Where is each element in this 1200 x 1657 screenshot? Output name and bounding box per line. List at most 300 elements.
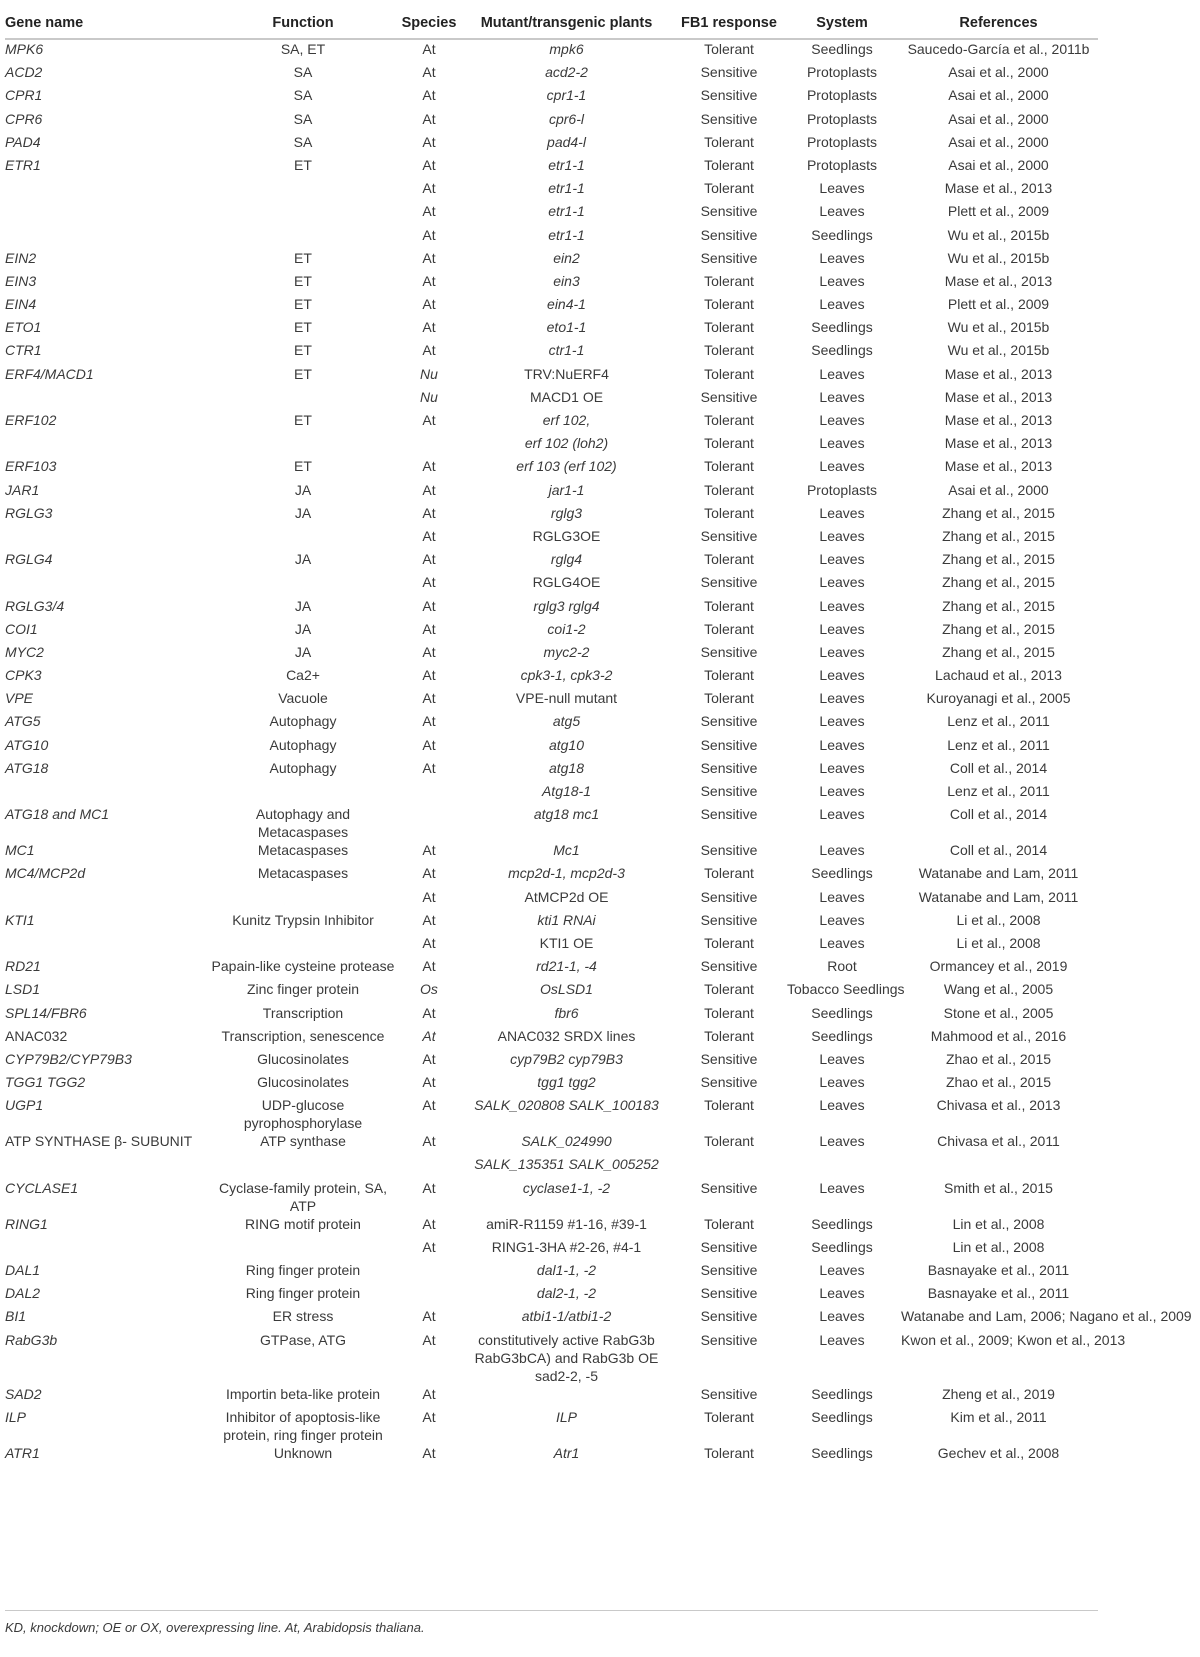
cell-reference: Zhang et al., 2015	[942, 597, 1055, 614]
cell-fb1-response: Tolerant	[704, 296, 754, 313]
cell-system: Leaves	[819, 527, 865, 544]
cell-mutant: dal2-1, -2	[536, 1285, 597, 1302]
cell-function	[208, 888, 398, 911]
cell-species	[398, 1155, 460, 1178]
cell-species: At	[422, 1215, 436, 1232]
cell-function: Transcription, senescence	[221, 1027, 385, 1044]
table-row	[5, 643, 1098, 666]
cell-fb1-response: Sensitive	[700, 226, 758, 243]
table-row	[5, 63, 1098, 86]
cell-mutant: OsLSD1	[540, 981, 593, 998]
cell-system: Protoplasts	[806, 110, 878, 127]
cell-species	[398, 805, 460, 841]
cell-function	[208, 179, 398, 202]
cell-mutant: rd21-1, -4	[536, 958, 597, 975]
cell-species: At	[422, 481, 436, 498]
cell-reference: Zhang et al., 2015	[942, 574, 1055, 591]
cell-species: At	[422, 249, 436, 266]
cell-function: Kunitz Trypsin Inhibitor	[232, 911, 374, 928]
cell-fb1-response: Sensitive	[700, 87, 758, 104]
cell-system: Leaves	[819, 203, 865, 220]
cell-fb1-response: Sensitive	[700, 1331, 758, 1348]
header-species: Species	[398, 8, 460, 39]
cell-mutant: Atg18-1	[541, 783, 592, 799]
cell-mutant: dal1-1, -2	[536, 1262, 597, 1278]
cell-function: Autophagy	[269, 713, 337, 730]
cell-function: Autophagy	[269, 759, 337, 776]
cell-mutant: RGLG3OE	[532, 527, 601, 544]
cell-reference: Lin et al., 2008	[952, 1215, 1045, 1232]
cell-mutant: etr1-1	[548, 226, 585, 243]
header-gene-name: Gene name	[5, 8, 208, 39]
cell-function: ET	[294, 319, 312, 336]
table-row	[5, 318, 1098, 341]
table-row	[5, 1179, 1098, 1215]
cell-reference: Mase et al., 2013	[944, 435, 1053, 452]
cell-gene: CPK3	[5, 667, 42, 684]
cell-species: At	[422, 667, 436, 684]
cell-gene: MPK6	[5, 41, 44, 57]
cell-species: At	[422, 226, 436, 243]
cell-fb1-response: Sensitive	[700, 110, 758, 127]
cell-gene: ATP SYNTHASE β- SUBUNIT	[5, 1133, 193, 1150]
cell-reference: Asai et al., 2000	[948, 64, 1049, 81]
table-row	[5, 1132, 1098, 1155]
cell-reference: Asai et al., 2000	[948, 133, 1049, 150]
cell-mutant: cpr6-l	[548, 110, 584, 127]
table-row	[5, 934, 1098, 957]
cell-species	[398, 782, 460, 805]
cell-system: Leaves	[819, 643, 865, 660]
cell-function: ATP synthase	[260, 1133, 346, 1150]
cell-gene: ERF103	[5, 458, 57, 475]
cell-fb1-response	[673, 1155, 785, 1178]
table-row	[5, 911, 1098, 934]
cell-species: At	[422, 1385, 436, 1402]
cell-mutant: ein3	[553, 272, 580, 289]
cell-system: Seedlings	[811, 342, 873, 359]
cell-fb1-response: Sensitive	[700, 203, 758, 220]
table-row	[5, 782, 1098, 805]
cell-fb1-response: Tolerant	[704, 435, 754, 452]
cell-gene: MC4/MCP2d	[5, 865, 86, 882]
cell-system: Leaves	[819, 365, 865, 382]
table-row	[5, 597, 1098, 620]
cell-fb1-response: Sensitive	[700, 388, 758, 405]
cell-system: Seedlings	[811, 1027, 873, 1044]
cell-mutant: fbr6	[554, 1004, 579, 1021]
cell-species: At	[422, 643, 436, 660]
cell-species: At	[422, 110, 436, 127]
cell-gene	[5, 179, 208, 202]
cell-fb1-response: Tolerant	[704, 1097, 754, 1114]
cell-mutant: constitutively active RabG3b RabG3bCA) and RabG3b OE sad2-2, -5	[474, 1331, 659, 1384]
cell-gene: EIN3	[5, 272, 37, 289]
table-row	[5, 1331, 1098, 1385]
cell-mutant: TRV:NuERF4	[524, 365, 609, 382]
header-system: System	[785, 8, 899, 39]
cell-species: Os	[420, 981, 438, 998]
cell-system: Leaves	[819, 388, 865, 405]
cell-mutant: acd2-2	[545, 64, 588, 81]
cell-function	[208, 782, 398, 805]
cell-mutant: etr1-1	[548, 203, 585, 220]
cell-gene	[5, 226, 208, 249]
cell-fb1-response: Tolerant	[704, 981, 754, 998]
cell-system: Leaves	[819, 551, 865, 568]
table-row	[5, 736, 1098, 759]
cell-reference: Wu et al., 2015b	[947, 226, 1050, 243]
cell-species: At	[422, 203, 436, 220]
cell-reference: Chivasa et al., 2011	[937, 1133, 1060, 1150]
table-row	[5, 272, 1098, 295]
cell-function: SA	[293, 87, 313, 104]
cell-reference	[899, 1155, 1098, 1178]
cell-fb1-response: Tolerant	[704, 342, 754, 359]
cell-reference: Coll et al., 2014	[949, 759, 1048, 776]
cell-function: GTPase, ATG	[259, 1331, 347, 1348]
cell-system: Protoplasts	[806, 481, 878, 498]
cell-system: Leaves	[819, 690, 865, 707]
cell-system: Seedlings	[811, 1385, 873, 1402]
cell-fb1-response: Tolerant	[704, 1027, 754, 1044]
cell-mutant: VPE-null mutant	[515, 690, 618, 707]
cell-gene: COI1	[5, 620, 38, 637]
cell-function: SA	[293, 64, 313, 81]
cell-reference: Lenz et al., 2011	[947, 783, 1050, 799]
cell-fb1-response: Tolerant	[704, 597, 754, 614]
cell-gene: RD21	[5, 958, 41, 975]
table-row	[5, 1050, 1098, 1073]
cell-mutant: etr1-1	[548, 180, 585, 197]
cell-reference: Saucedo-García et al., 2011b	[907, 41, 1090, 57]
cell-function: JA	[294, 551, 312, 568]
cell-fb1-response: Tolerant	[704, 365, 754, 382]
cell-mutant: myc2-2	[543, 643, 590, 660]
cell-gene: RGLG3	[5, 504, 53, 521]
table-row	[5, 133, 1098, 156]
cell-system: Leaves	[819, 1308, 865, 1325]
table-row	[5, 980, 1098, 1003]
cell-species: At	[422, 412, 436, 428]
cell-reference: Chivasa et al., 2013	[936, 1097, 1061, 1114]
cell-reference: Mase et al., 2013	[944, 412, 1053, 428]
cell-mutant: rglg3 rglg4	[533, 597, 600, 614]
cell-system: Leaves	[819, 1050, 865, 1067]
cell-function: ET	[294, 342, 312, 359]
table-row	[5, 1261, 1098, 1284]
cell-system: Leaves	[819, 1074, 865, 1091]
gene-table	[5, 8, 1192, 1467]
cell-gene: ILP	[5, 1408, 27, 1425]
cell-gene	[5, 888, 208, 911]
cell-reference: Watanabe and Lam, 2011	[918, 888, 1079, 905]
cell-function: ET	[294, 296, 312, 313]
cell-system: Protoplasts	[806, 156, 878, 173]
cell-reference: Zhang et al., 2015	[942, 551, 1055, 568]
cell-mutant: Atr1	[553, 1444, 580, 1461]
cell-mutant: ILP	[555, 1408, 577, 1425]
cell-function: Ring finger protein	[245, 1285, 361, 1302]
cell-mutant: RING1-3HA #2-26, #4-1	[491, 1238, 642, 1255]
cell-reference: Plett et al., 2009	[947, 203, 1050, 220]
cell-reference: Lin et al., 2008	[952, 1238, 1045, 1255]
cell-fb1-response: Tolerant	[704, 1408, 754, 1425]
cell-system: Leaves	[819, 180, 865, 197]
cell-gene: RGLG3/4	[5, 597, 65, 614]
cell-reference: Li et al., 2008	[956, 911, 1041, 928]
cell-mutant: atg5	[552, 713, 581, 730]
cell-function: Metacaspases	[257, 865, 349, 882]
cell-system: Root	[827, 958, 857, 975]
cell-fb1-response: Tolerant	[704, 690, 754, 707]
table-row	[5, 39, 1098, 63]
table-row	[5, 689, 1098, 712]
cell-mutant: ctr1-1	[548, 342, 585, 359]
table-row	[5, 179, 1098, 202]
header-references: References	[899, 8, 1098, 39]
cell-system: Leaves	[819, 806, 865, 823]
cell-reference: Mase et al., 2013	[944, 365, 1053, 382]
cell-system: Leaves	[819, 1097, 865, 1114]
table-row	[5, 1096, 1098, 1132]
cell-reference: Asai et al., 2000	[948, 110, 1049, 127]
cell-mutant: coi1-2	[547, 620, 586, 637]
cell-function: Vacuole	[278, 690, 328, 707]
table-row	[5, 249, 1098, 272]
cell-mutant: cpr1-1	[546, 87, 587, 104]
cell-system: Protoplasts	[806, 133, 878, 150]
cell-fb1-response: Tolerant	[704, 504, 754, 521]
cell-fb1-response: Tolerant	[704, 272, 754, 289]
cell-system: Leaves	[819, 597, 865, 614]
cell-fb1-response: Sensitive	[700, 1179, 758, 1196]
cell-system: Leaves	[819, 1133, 865, 1150]
table-row	[5, 481, 1098, 504]
cell-mutant: amiR-R1159 #1-16, #39-1	[486, 1215, 647, 1232]
table-row	[5, 957, 1098, 980]
cell-reference: Coll et al., 2014	[949, 806, 1048, 823]
cell-species: At	[422, 41, 436, 57]
cell-mutant: atg18 mc1	[533, 806, 600, 823]
table-footnote: KD, knockdown; OE or OX, overexpressing line. At, Arabidopsis thaliana.	[5, 1620, 425, 1635]
cell-fb1-response: Tolerant	[704, 319, 754, 336]
cell-species: At	[422, 1179, 436, 1196]
cell-gene: TGG1 TGG2	[5, 1074, 86, 1091]
cell-gene: ATG18 and MC1	[5, 806, 110, 823]
table-row	[5, 1385, 1098, 1408]
cell-species: At	[422, 911, 436, 928]
cell-reference: Zhang et al., 2015	[942, 504, 1055, 521]
cell-function: SA	[293, 133, 313, 150]
cell-gene: JAR1	[5, 481, 40, 498]
cell-system: Seedlings	[811, 41, 873, 57]
cell-fb1-response: Sensitive	[700, 1285, 758, 1302]
cell-system: Leaves	[819, 783, 865, 799]
cell-fb1-response: Sensitive	[700, 643, 758, 660]
cell-reference: Gechev et al., 2008	[937, 1444, 1060, 1461]
cell-function: ET	[294, 156, 312, 173]
cell-fb1-response: Tolerant	[704, 458, 754, 475]
cell-species: At	[422, 1444, 436, 1461]
cell-function: ET	[294, 272, 312, 289]
cell-mutant: eto1-1	[546, 319, 587, 336]
table-row	[5, 1408, 1098, 1444]
cell-mutant: Mc1	[553, 842, 580, 859]
cell-system: Seedlings	[811, 1004, 873, 1021]
cell-species: At	[422, 690, 436, 707]
header-fb1-response: FB1 response	[673, 8, 785, 39]
cell-gene	[5, 434, 208, 457]
cell-mutant: cyclase1-1, -2	[522, 1179, 611, 1196]
cell-reference: Zhang et al., 2015	[942, 527, 1055, 544]
cell-function: ET	[294, 249, 312, 266]
cell-reference: Li et al., 2008	[956, 934, 1041, 951]
cell-mutant: cyp79B2 cyp79B3	[510, 1050, 623, 1067]
table-row	[5, 434, 1098, 457]
cell-species: Nu	[420, 388, 438, 405]
cell-gene: SPL14/FBR6	[5, 1004, 87, 1021]
cell-function: Transcription	[262, 1004, 344, 1021]
cell-fb1-response: Tolerant	[704, 133, 754, 150]
cell-gene: ATG10	[5, 736, 49, 753]
cell-species: At	[422, 551, 436, 568]
cell-fb1-response: Tolerant	[704, 41, 754, 57]
table-row	[5, 527, 1098, 550]
cell-gene: CPR1	[5, 87, 43, 104]
cell-species: At	[422, 1074, 436, 1091]
cell-fb1-response: Sensitive	[700, 1050, 758, 1067]
cell-gene	[5, 202, 208, 225]
cell-fb1-response: Sensitive	[700, 759, 758, 776]
cell-system: Leaves	[819, 713, 865, 730]
cell-mutant: SALK_024990	[521, 1133, 612, 1150]
cell-mutant: rglg3	[550, 504, 583, 521]
table-body	[5, 39, 1192, 1467]
cell-gene: ANAC032	[5, 1027, 68, 1044]
cell-mutant: ANAC032 SRDX lines	[497, 1027, 636, 1044]
cell-reference: Stone et al., 2005	[943, 1004, 1054, 1021]
cell-reference: Wu et al., 2015b	[947, 342, 1050, 359]
cell-species: At	[422, 296, 436, 313]
cell-gene: ATG18	[5, 759, 49, 776]
cell-mutant: RGLG4OE	[532, 574, 601, 591]
cell-system: Leaves	[819, 620, 865, 637]
cell-mutant: erf 103 (erf 102)	[516, 458, 617, 475]
cell-gene: EIN2	[5, 249, 37, 266]
cell-gene: EIN4	[5, 296, 37, 313]
cell-reference: Zhao et al., 2015	[945, 1050, 1052, 1067]
table-row	[5, 1215, 1098, 1238]
cell-system: Seedlings	[811, 865, 873, 882]
cell-function	[208, 1155, 398, 1178]
table-row	[5, 1444, 1098, 1467]
cell-reference: Basnayake et al., 2011	[927, 1285, 1070, 1302]
cell-species: At	[422, 759, 436, 776]
cell-system: Leaves	[819, 736, 865, 753]
cell-gene: ATR1	[5, 1444, 40, 1461]
table-row	[5, 86, 1098, 109]
cell-species: At	[422, 934, 436, 951]
cell-species	[398, 1261, 460, 1284]
cell-system: Leaves	[819, 934, 865, 951]
cell-function	[208, 573, 398, 596]
cell-function	[208, 226, 398, 249]
table-row	[5, 1155, 1098, 1178]
cell-function: SA, ET	[280, 41, 326, 57]
cell-system: Leaves	[819, 1285, 865, 1302]
cell-reference: Kim et al., 2011	[950, 1408, 1047, 1425]
cell-reference: Lenz et al., 2011	[947, 713, 1050, 730]
cell-function: UDP-glucose pyrophosphorylase	[243, 1097, 363, 1132]
cell-fb1-response: Tolerant	[704, 1004, 754, 1021]
cell-system: Leaves	[819, 574, 865, 591]
cell-function: Autophagy and Metacaspases	[255, 806, 351, 841]
table-row	[5, 841, 1098, 864]
cell-mutant: ein4-1	[547, 296, 586, 313]
cell-species: At	[422, 597, 436, 614]
cell-gene: DAL2	[5, 1285, 41, 1302]
cell-species: At	[422, 1238, 436, 1255]
cell-gene: ERF4/MACD1	[5, 365, 94, 382]
cell-species: At	[422, 574, 436, 591]
cell-gene	[5, 388, 208, 411]
cell-fb1-response: Tolerant	[704, 1444, 754, 1461]
cell-species: At	[422, 1331, 436, 1348]
cell-species: At	[422, 1004, 436, 1021]
table-row	[5, 712, 1098, 735]
cell-function: Zinc finger protein	[246, 981, 360, 998]
cell-species: At	[422, 458, 436, 475]
cell-species: At	[422, 713, 436, 730]
cell-mutant	[460, 1385, 673, 1408]
cell-reference: Mase et al., 2013	[944, 388, 1053, 405]
cell-species: At	[422, 1027, 436, 1044]
cell-function: Inhibitor of apoptosis-like protein, ring finger protein	[223, 1408, 383, 1443]
cell-gene: DAL1	[5, 1262, 41, 1278]
cell-fb1-response: Sensitive	[700, 736, 758, 753]
cell-reference: Zheng et al., 2019	[942, 1385, 1055, 1402]
cell-system: Protoplasts	[806, 64, 878, 81]
cell-function: ET	[294, 365, 312, 382]
table-row	[5, 573, 1098, 596]
cell-system: Leaves	[819, 759, 865, 776]
cell-gene	[5, 573, 208, 596]
cell-gene	[5, 1155, 208, 1178]
cell-system: Leaves	[819, 296, 865, 313]
cell-mutant: cpk3-1, cpk3-2	[520, 667, 613, 684]
cell-reference: Wu et al., 2015b	[947, 319, 1050, 336]
cell-function: Cyclase-family protein, SA, ATP	[218, 1179, 388, 1214]
cell-gene: LSD1	[5, 981, 41, 998]
cell-gene: RING1	[5, 1215, 48, 1232]
cell-fb1-response: Tolerant	[704, 156, 754, 173]
cell-system: Seedlings	[811, 1408, 873, 1425]
cell-gene: RGLG4	[5, 551, 53, 568]
cell-function: RING motif protein	[245, 1215, 361, 1232]
cell-function: Unknown	[273, 1444, 333, 1461]
table-row	[5, 805, 1098, 841]
cell-fb1-response: Tolerant	[704, 481, 754, 498]
cell-species: At	[422, 620, 436, 637]
cell-gene: UGP1	[5, 1097, 44, 1114]
cell-mutant: mcp2d-1, mcp2d-3	[508, 865, 625, 882]
cell-system: Leaves	[819, 667, 865, 684]
cell-gene: CPR6	[5, 110, 43, 127]
cell-species: At	[422, 272, 436, 289]
cell-system: Leaves	[819, 888, 865, 905]
cell-fb1-response: Tolerant	[704, 667, 754, 684]
